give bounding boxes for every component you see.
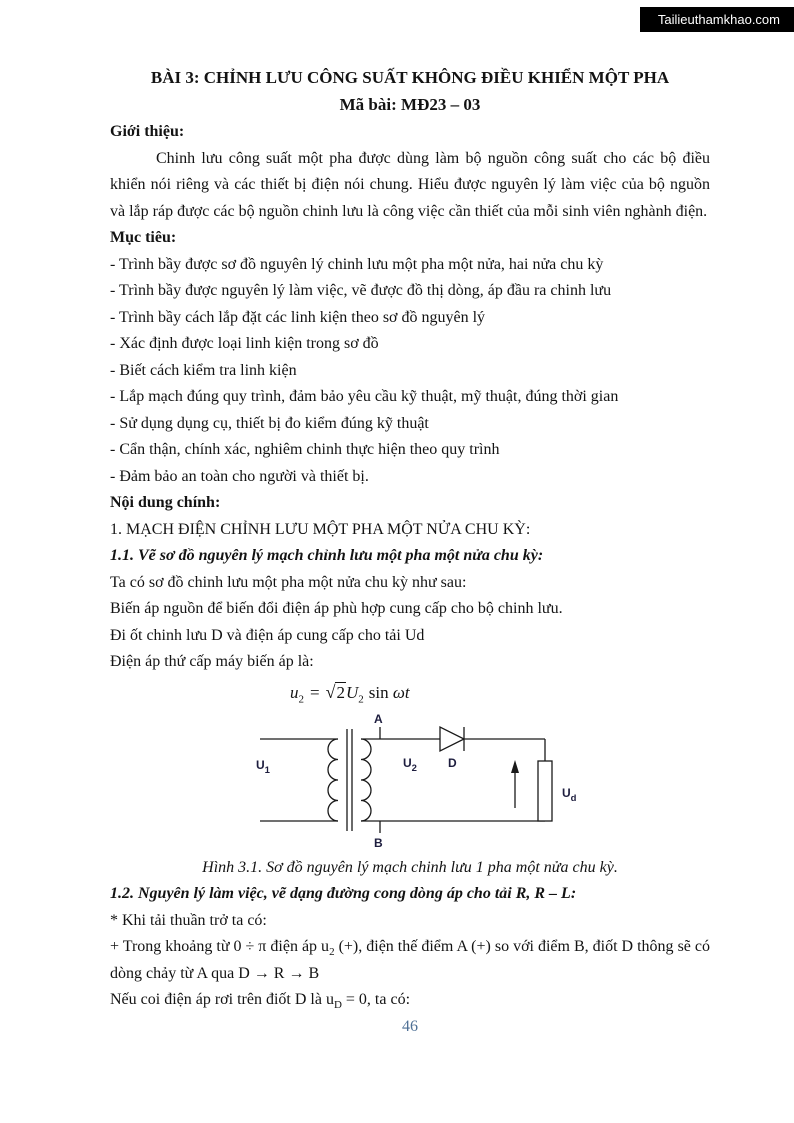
ud-label (562, 786, 577, 804)
objective-item: - Trình bầy được nguyên lý làm việc, vẽ được đồ thị dòng, áp đầu ra chinh lưu (110, 282, 612, 299)
u2-label (403, 756, 417, 774)
body-line: Đi ốt chinh lưu D và điện áp cung cấp cho tải Ud (110, 626, 425, 644)
inline-subscript: 2 (329, 946, 335, 959)
section-1-1-heading: 1.1. Vẽ sơ đồ nguyên lý mạch chỉnh lưu một pha một nửa chu kỳ: (110, 547, 544, 564)
u1-label (256, 758, 271, 776)
body-line-text: + Trong khoảng từ 0 ÷ π điện áp u (110, 938, 330, 955)
diode-label: D (448, 755, 457, 770)
doc-subtitle: Mã bài: MĐ23 – 03 (339, 95, 481, 114)
circuit-diagram (250, 713, 710, 855)
section-1-heading: 1. MẠCH ĐIỆN CHỈNH LƯU MỘT PHA MỘT NỬA CHU KỲ: (110, 520, 531, 538)
circuit-labels (256, 713, 577, 850)
inline-subscript: D (333, 999, 342, 1012)
body-line (110, 987, 710, 1014)
objective-item: - Trình bầy cách lắp đặt các linh kiện theo sơ đồ nguyên lý (110, 308, 486, 326)
objective-item: - Sử dụng dụng cụ, thiết bị đo kiểm đúng kỹ thuật (110, 414, 429, 432)
objective-item: - Đảm bảo an toàn cho người và thiết bị. (110, 467, 369, 485)
body-line: * Khi tải thuần trở ta có: (110, 911, 267, 929)
node-b-label: B (374, 835, 383, 850)
circuit-wires (260, 727, 552, 833)
objective-item: - Trình bầy được sơ đồ nguyên lý chinh lưu một pha một nửa, hai nửa chu kỳ (110, 255, 604, 273)
radicand: 2 (336, 682, 345, 702)
u1-label-text: U (256, 757, 265, 772)
objective-item: - Biết cách kiểm tra linh kiện (110, 361, 297, 379)
body-line: Điện áp thứ cấp máy biến áp là: (110, 653, 314, 670)
figure-caption: Hình 3.1. Sơ đồ nguyên lý mạch chinh lưu 1 pha một nửa chu kỳ. (202, 858, 618, 876)
u2-label-text: U (403, 755, 412, 770)
page-content (110, 64, 710, 1040)
objective-item: - Cẩn thận, chính xác, nghiêm chinh thực hiện theo quy trình (110, 441, 500, 458)
equals-sign: = (310, 682, 320, 702)
ud-label-text: U (562, 785, 571, 800)
objective-item: - Lắp mạch đúng quy trình, đảm bảo yêu cầu kỹ thuật, mỹ thuật, đúng thời gian (110, 388, 619, 405)
objective-item: - Xác định được loại linh kiện trong sơ đồ (110, 335, 379, 352)
ud-label-subscript: d (570, 792, 577, 804)
body-line (110, 934, 710, 987)
node-a-label: A (374, 712, 383, 726)
formula-amplitude-subscript: 2 (358, 692, 364, 705)
watermark-banner: Tailieuthamkhao.com (640, 7, 794, 32)
u2-label-subscript: 2 (411, 762, 417, 774)
body-line: Biến áp nguồn để biến đổi điện áp phù hợp cung cấp cho bộ chinh lưu. (110, 600, 563, 617)
intro-paragraph: Chinh lưu công suất một pha được dùng làm bộ nguồn công suất cho các bộ điều khiển nói riêng và các thiết bị điện nói chung. Hiểu được nguyên lý làm việc của bộ nguồn và lắp ráp được các bộ nguồn chinh lưu là công việc cần thiết của mỗi sinh viên nghành điện. (110, 149, 710, 220)
circuit-diagram-svg (250, 713, 610, 855)
body-line-text: = 0, ta có: (341, 991, 411, 1008)
formula-variable: u (290, 682, 299, 702)
diode-symbol (440, 727, 464, 751)
sine-function: sin (368, 682, 389, 702)
intro-heading: Giới thiệu: (110, 123, 185, 140)
body-line-text: Nếu coi điện áp rơi trên điốt D là u (110, 991, 334, 1008)
page-number: 46 (402, 1017, 418, 1035)
section-1-2-heading: 1.2. Nguyên lý làm việc, vẽ dạng đường cong dòng áp cho tải R, R – L: (110, 885, 577, 902)
objectives-heading: Mục tiêu: (110, 229, 177, 246)
formula-variable-subscript: 2 (298, 692, 304, 705)
transformer-secondary-coil (361, 739, 371, 821)
u1-label-subscript: 1 (264, 764, 270, 776)
transformer-primary-coil (328, 739, 338, 821)
body-line-text: (+), điện thế điểm A (+) so với điểm B, điốt D thông sẽ có dòng chảy từ A qua D → R → B (110, 938, 711, 982)
formula-amplitude: U (345, 682, 359, 702)
doc-title: BÀI 3: CHỈNH LƯU CÔNG SUẤT KHÔNG ĐIỀU KHIỂN MỘT PHA (150, 68, 670, 87)
load-resistor (538, 761, 552, 821)
current-arrow-head (511, 760, 519, 773)
body-line: Ta có sơ đồ chinh lưu một pha một nửa chu kỳ như sau: (110, 573, 467, 591)
content-heading: Nội dung chính: (110, 494, 221, 511)
formula (290, 680, 710, 705)
formula-argument: ωt (392, 682, 410, 702)
radical-sign: √ (325, 681, 336, 702)
